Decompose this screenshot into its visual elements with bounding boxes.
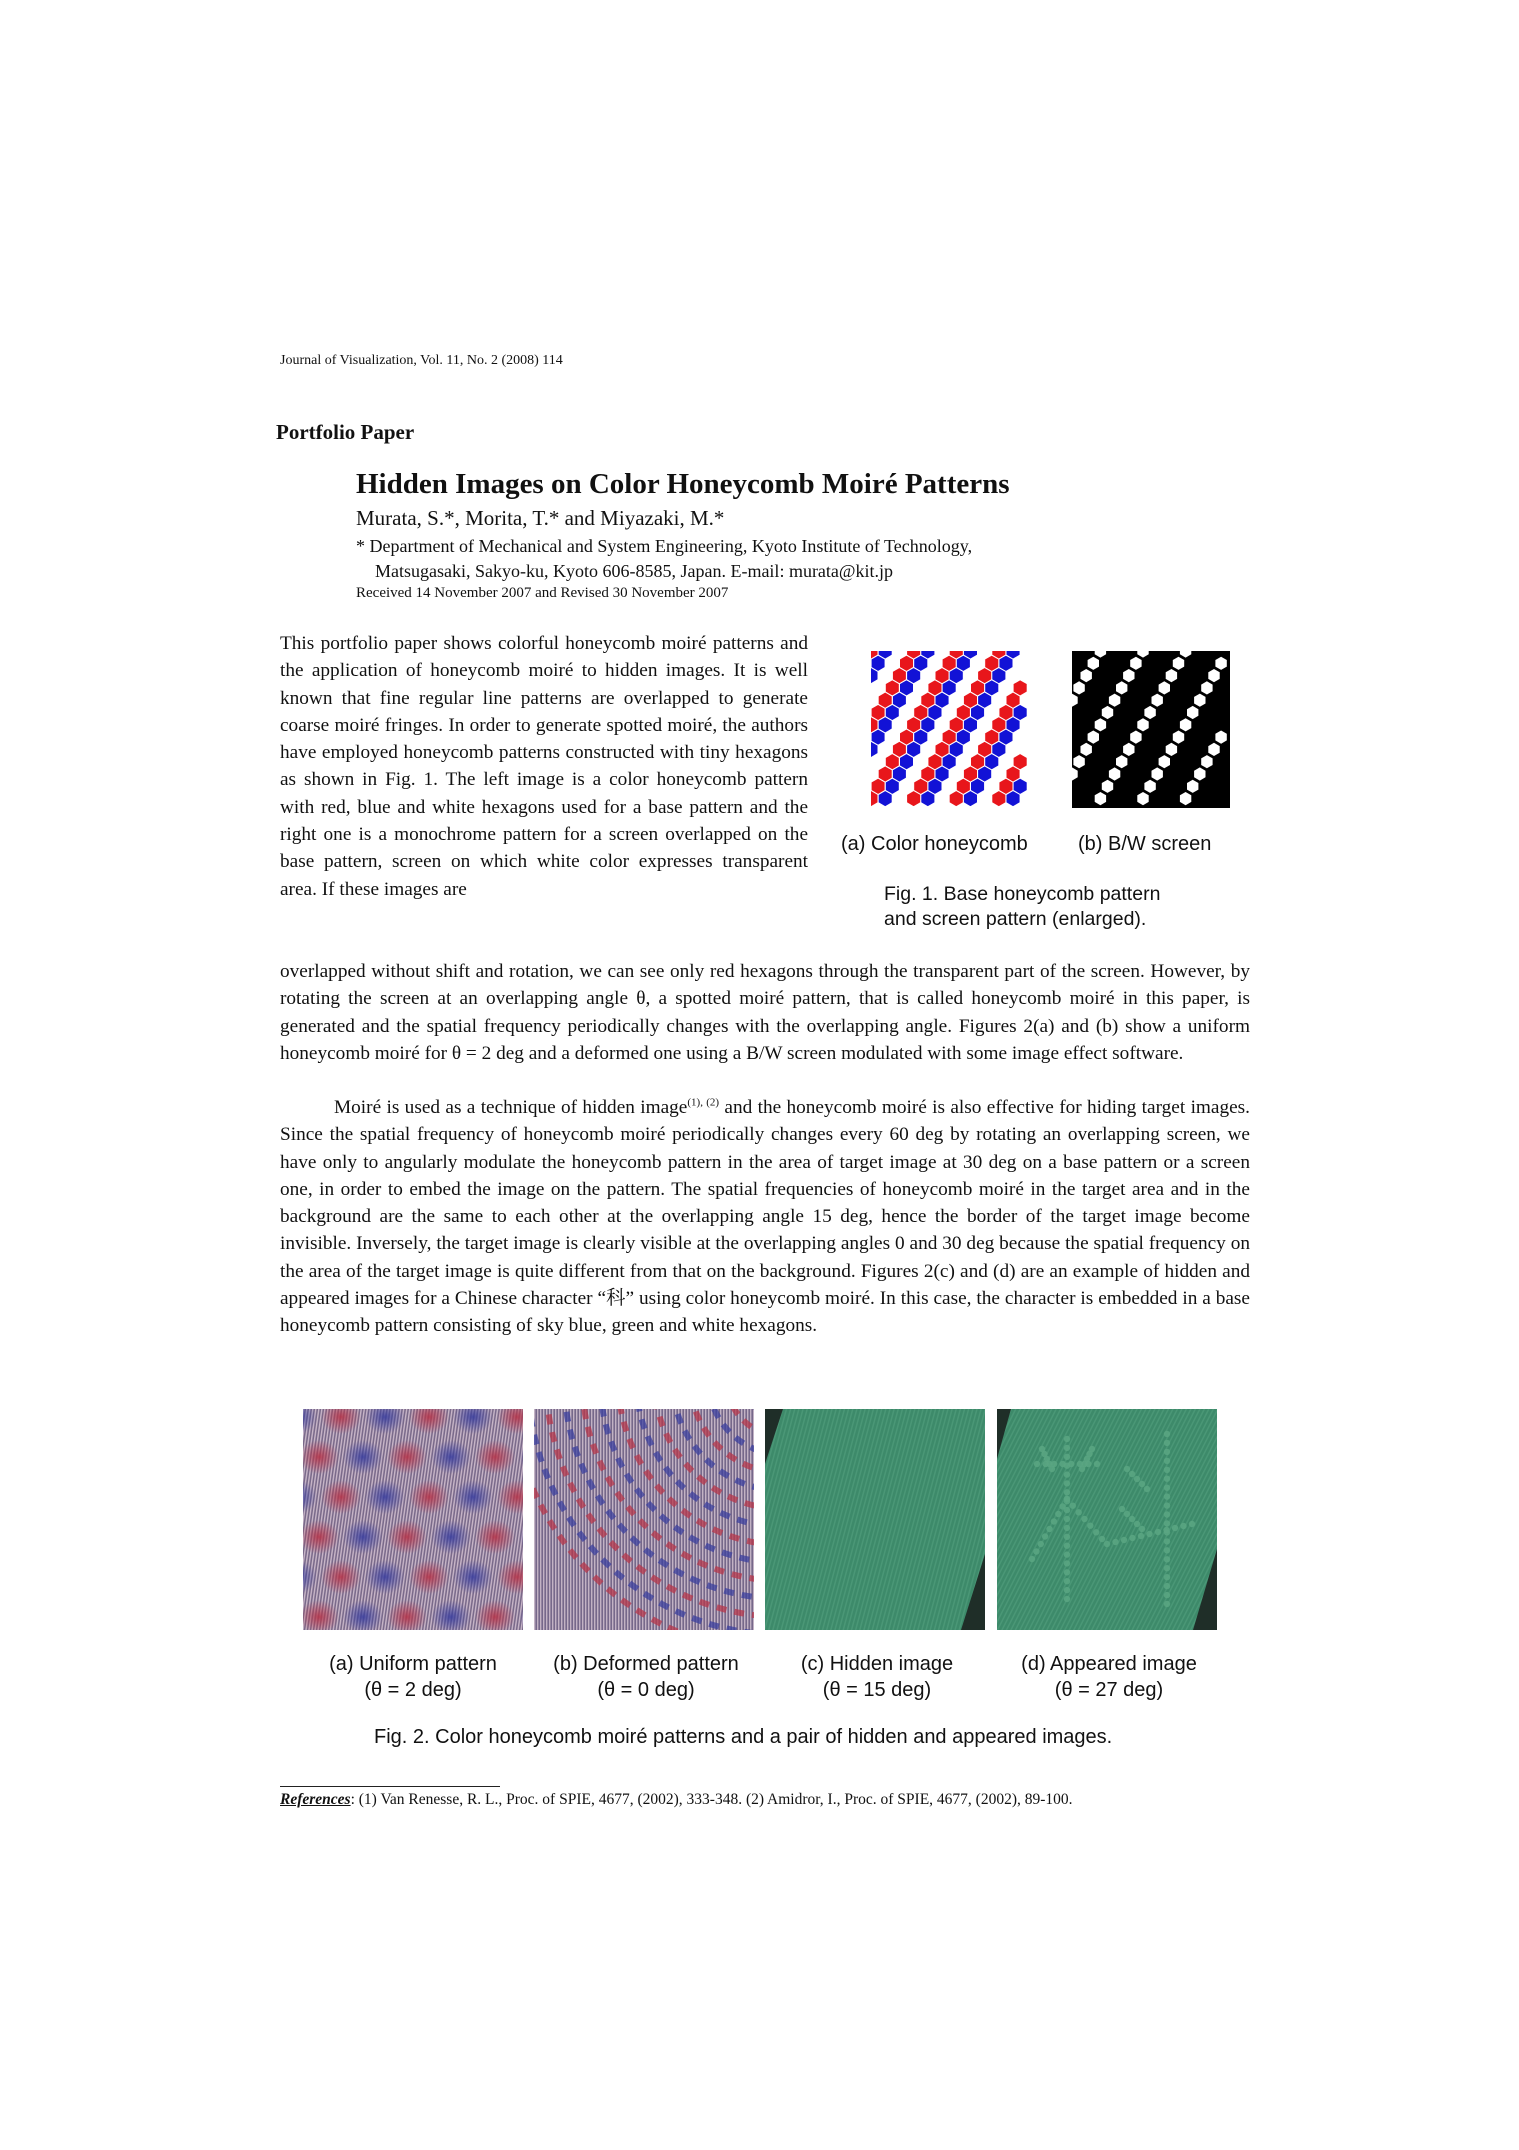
fig2-subcaption-d-angle: (θ = 27 deg) [1054, 1679, 1164, 1701]
paragraph-2-rest: and the honeycomb moiré is also effective for hiding target images. Since the spatial frequency of honeycomb moiré periodically changes every 60 deg by rotating an overlapping screen, we have only to angularly modulate the honeycomb pattern in the area of target image at 30 deg on a base pattern or a screen one, in order to embed the image on the pattern. The spatial frequencies of honeycomb moiré in the target area and in the background are the same to each other at the overlapping angle 15 deg, hence the border of the target image become invisible. Inversely, the target image is clearly visible at the overlapping angles 0 and 30 deg because the spatial frequency on the area of the target image is quite different from that on the background. Figures 2(c) and (d) are an example of hidden and appeared images for a Chinese character “科” using color honeycomb moiré. In this case, the character is embedded in a base honeycomb pattern consisting of sky blue, green and white hexagons. [280, 1097, 1250, 1337]
hidden-image-image [765, 1409, 985, 1630]
affiliation-line-2: Matsugasaki, Sakyo-ku, Kyoto 606-8585, Japan. E-mail: murata@kit.jp [375, 561, 893, 581]
appeared-image-graphic [997, 1409, 1217, 1630]
fig1-subcaption-b: (b) B/W screen [1078, 833, 1212, 855]
paper-type: Portfolio Paper [276, 420, 415, 444]
fig2-subcaption-c [772, 1651, 982, 1703]
fig1-caption-line-1: Fig. 1. Base honeycomb pattern [884, 883, 1161, 905]
fig2-subcaption-c-angle: (θ = 15 deg) [822, 1679, 932, 1701]
fig2-subcaption-b [534, 1651, 758, 1703]
affiliation-line-1: * Department of Mechanical and System Engineering, Kyoto Institute of Technology, [356, 536, 973, 556]
fig1-caption-line-2: and screen pattern (enlarged). [884, 907, 1147, 930]
uniform-pattern-image [303, 1409, 523, 1630]
honeycomb-pattern-graphic [871, 651, 1029, 808]
fig2-subcaption-c-label: (c) Hidden image [800, 1653, 954, 1675]
fig1-subcaption-a: (a) Color honeycomb [841, 833, 1028, 855]
fig2-subcaption-a [313, 1651, 513, 1703]
fig2-subcaption-d [998, 1651, 1220, 1703]
bw-screen-image [1072, 651, 1230, 808]
references-text: : (1) Van Renesse, R. L., Proc. of SPIE, 4677, (2002), 333-348. (2) Amidror, I., Proc. of SPIE, 4677, (2002), 89-100. [350, 1791, 1073, 1808]
screen-pattern-graphic [1072, 651, 1230, 808]
paper-title: Hidden Images on Color Honeycomb Moiré Patterns [356, 468, 1010, 500]
fig1-caption [884, 882, 1160, 931]
fig2-subcaption-a-label: (a) Uniform pattern [329, 1653, 497, 1675]
appeared-image-image [997, 1409, 1217, 1630]
citation-superscript: (1), (2) [687, 1096, 720, 1109]
deformed-pattern-image [534, 1409, 754, 1630]
hidden-image-graphic [765, 1409, 985, 1630]
references-label: References [280, 1791, 351, 1808]
deformed-moire-graphic [534, 1409, 754, 1630]
references [280, 1791, 1073, 1809]
journal-header: Journal of Visualization, Vol. 11, No. 2 (2008) 114 [280, 353, 563, 368]
fig2-subcaption-b-angle: (θ = 0 deg) [597, 1679, 695, 1701]
fig2-caption: Fig. 2. Color honeycomb moiré patterns and a pair of hidden and appeared images. [374, 1726, 1113, 1748]
fig2-subcaption-d-label: (d) Appeared image [1021, 1653, 1197, 1675]
paragraph-2-start: Moiré is used as a technique of hidden image [334, 1097, 688, 1118]
fig2-subcaption-a-angle: (θ = 2 deg) [364, 1679, 462, 1701]
paragraph-1-full: overlapped without shift and rotation, we can see only red hexagons through the transparent part of the screen. However, by rotating the screen at an overlapping angle θ, a spotted moiré pattern, that is called honeycomb moiré in this paper, is generated and the spatial frequency periodically changes with the overlapping angle. Figures 2(a) and (b) show a uniform honeycomb moiré for θ = 2 deg and a deformed one using a B/W screen modulated with some image effect software. [280, 961, 1250, 1064]
paragraph-2 [280, 1094, 1250, 1340]
fig2-subcaption-b-label: (b) Deformed pattern [553, 1653, 739, 1675]
references-rule [280, 1786, 500, 1787]
paragraph-1-wrapped: This portfolio paper shows colorful honeycomb moiré patterns and the application of honeycomb moiré to hidden images. It is well known that fine regular line patterns are overlapped to generate coarse moiré fringes. In order to generate spotted moiré, the authors have employed honeycomb patterns constructed with tiny hexagons as shown in Fig. 1. The left image is a color honeycomb pattern with red, blue and white hexagons used for a base pattern and the right one is a monochrome pattern for a screen overlapped on the base pattern, screen on which white color expresses transparent area. If these images are [280, 633, 808, 900]
authors: Murata, S.*, Morita, T.* and Miyazaki, M.* [356, 506, 725, 530]
received-dates: Received 14 November 2007 and Revised 30 November 2007 [356, 585, 729, 601]
uniform-moire-graphic [303, 1409, 523, 1630]
color-honeycomb-image [871, 651, 1029, 808]
